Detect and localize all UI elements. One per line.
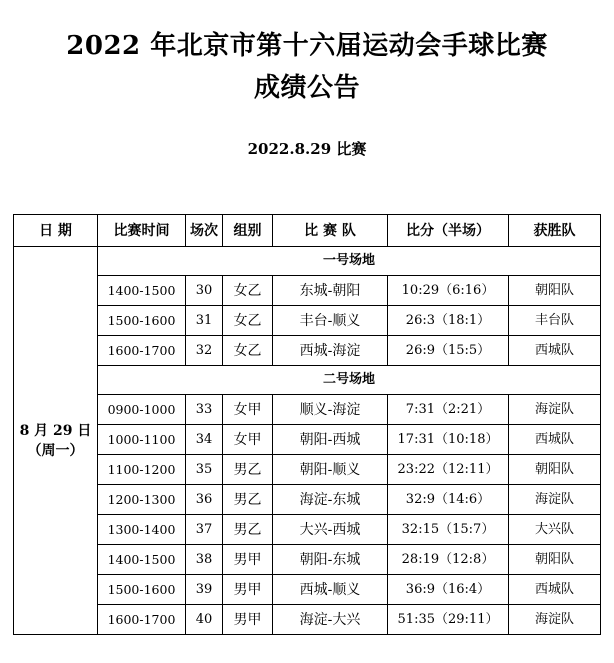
header-winner: 获胜队	[509, 215, 601, 247]
match-score: 26:3（18:1）	[388, 306, 509, 336]
table-row	[14, 605, 601, 635]
match-winner: 丰台队	[509, 306, 601, 336]
table-row	[14, 306, 601, 336]
match-number: 34	[186, 425, 223, 455]
match-teams: 东城-朝阳	[273, 276, 388, 306]
match-time: 1200-1300	[98, 485, 186, 515]
match-group: 男乙	[223, 485, 273, 515]
match-teams: 西城-顺义	[273, 575, 388, 605]
match-number: 38	[186, 545, 223, 575]
match-winner: 大兴队	[509, 515, 601, 545]
match-teams: 丰台-顺义	[273, 306, 388, 336]
table-row	[14, 575, 601, 605]
match-number: 31	[186, 306, 223, 336]
match-score: 26:9（15:5）	[388, 336, 509, 366]
date-cell-day: 8 月 29 日	[19, 422, 92, 439]
match-score: 28:19（12:8）	[388, 545, 509, 575]
match-number: 39	[186, 575, 223, 605]
match-winner: 西城队	[509, 425, 601, 455]
match-winner: 西城队	[509, 336, 601, 366]
table-row	[14, 455, 601, 485]
header-date: 日 期	[14, 215, 98, 247]
title-line-2: 成绩公告	[253, 73, 360, 103]
match-date-subtitle: 2022.8.29 比赛	[247, 140, 367, 158]
header-teams: 比 赛 队	[273, 215, 388, 247]
match-teams: 西城-海淀	[273, 336, 388, 366]
match-group: 女甲	[223, 395, 273, 425]
match-score: 51:35（29:11）	[388, 605, 509, 635]
match-winner: 西城队	[509, 575, 601, 605]
table-row	[14, 276, 601, 306]
match-winner: 海淀队	[509, 395, 601, 425]
table-row	[14, 545, 601, 575]
match-teams: 海淀-东城	[273, 485, 388, 515]
date-cell	[14, 247, 98, 635]
match-number: 37	[186, 515, 223, 545]
match-time: 1300-1400	[98, 515, 186, 545]
header-row	[14, 215, 601, 247]
match-score: 7:31（2:21）	[388, 395, 509, 425]
table-row	[14, 515, 601, 545]
table-row	[14, 425, 601, 455]
match-number: 40	[186, 605, 223, 635]
header-group: 组别	[223, 215, 273, 247]
match-time: 1400-1500	[98, 545, 186, 575]
header-time: 比赛时间	[98, 215, 186, 247]
match-teams: 顺义-海淀	[273, 395, 388, 425]
match-time: 1500-1600	[98, 306, 186, 336]
match-time: 1100-1200	[98, 455, 186, 485]
match-time: 1000-1100	[98, 425, 186, 455]
results-table	[13, 214, 601, 635]
match-score: 23:22（12:11）	[388, 455, 509, 485]
match-group: 女甲	[223, 425, 273, 455]
match-time: 0900-1000	[98, 395, 186, 425]
match-number: 35	[186, 455, 223, 485]
match-winner: 朝阳队	[509, 276, 601, 306]
match-teams: 海淀-大兴	[273, 605, 388, 635]
match-group: 男甲	[223, 545, 273, 575]
match-teams: 大兴-西城	[273, 515, 388, 545]
header-score: 比分（半场）	[388, 215, 509, 247]
match-group: 女乙	[223, 306, 273, 336]
venue-name: 一号场地	[98, 247, 601, 276]
match-time: 1600-1700	[98, 605, 186, 635]
table-row	[14, 395, 601, 425]
table-row	[14, 485, 601, 515]
match-winner: 朝阳队	[509, 545, 601, 575]
match-winner: 海淀队	[509, 485, 601, 515]
venue-row	[14, 247, 601, 276]
match-score: 32:15（15:7）	[388, 515, 509, 545]
match-winner: 海淀队	[509, 605, 601, 635]
match-group: 男乙	[223, 455, 273, 485]
match-number: 33	[186, 395, 223, 425]
match-group: 男甲	[223, 605, 273, 635]
match-number: 30	[186, 276, 223, 306]
match-group: 男甲	[223, 575, 273, 605]
match-winner: 朝阳队	[509, 455, 601, 485]
match-score: 32:9（14:6）	[388, 485, 509, 515]
match-time: 1500-1600	[98, 575, 186, 605]
match-score: 10:29（6:16）	[388, 276, 509, 306]
table-row	[14, 336, 601, 366]
match-score: 36:9（16:4）	[388, 575, 509, 605]
title-line-1: 2022 年北京市第十六届运动会手球比赛	[66, 31, 548, 61]
match-number: 32	[186, 336, 223, 366]
match-group: 女乙	[223, 336, 273, 366]
match-teams: 朝阳-西城	[273, 425, 388, 455]
match-time: 1400-1500	[98, 276, 186, 306]
match-number: 36	[186, 485, 223, 515]
match-group: 女乙	[223, 276, 273, 306]
match-teams: 朝阳-顺义	[273, 455, 388, 485]
date-cell-weekday: （周一）	[27, 442, 84, 459]
venue-row	[14, 366, 601, 395]
match-score: 17:31（10:18）	[388, 425, 509, 455]
match-time: 1600-1700	[98, 336, 186, 366]
match-teams: 朝阳-东城	[273, 545, 388, 575]
header-match-no: 场次	[186, 215, 223, 247]
match-group: 男乙	[223, 515, 273, 545]
venue-name: 二号场地	[98, 366, 601, 395]
